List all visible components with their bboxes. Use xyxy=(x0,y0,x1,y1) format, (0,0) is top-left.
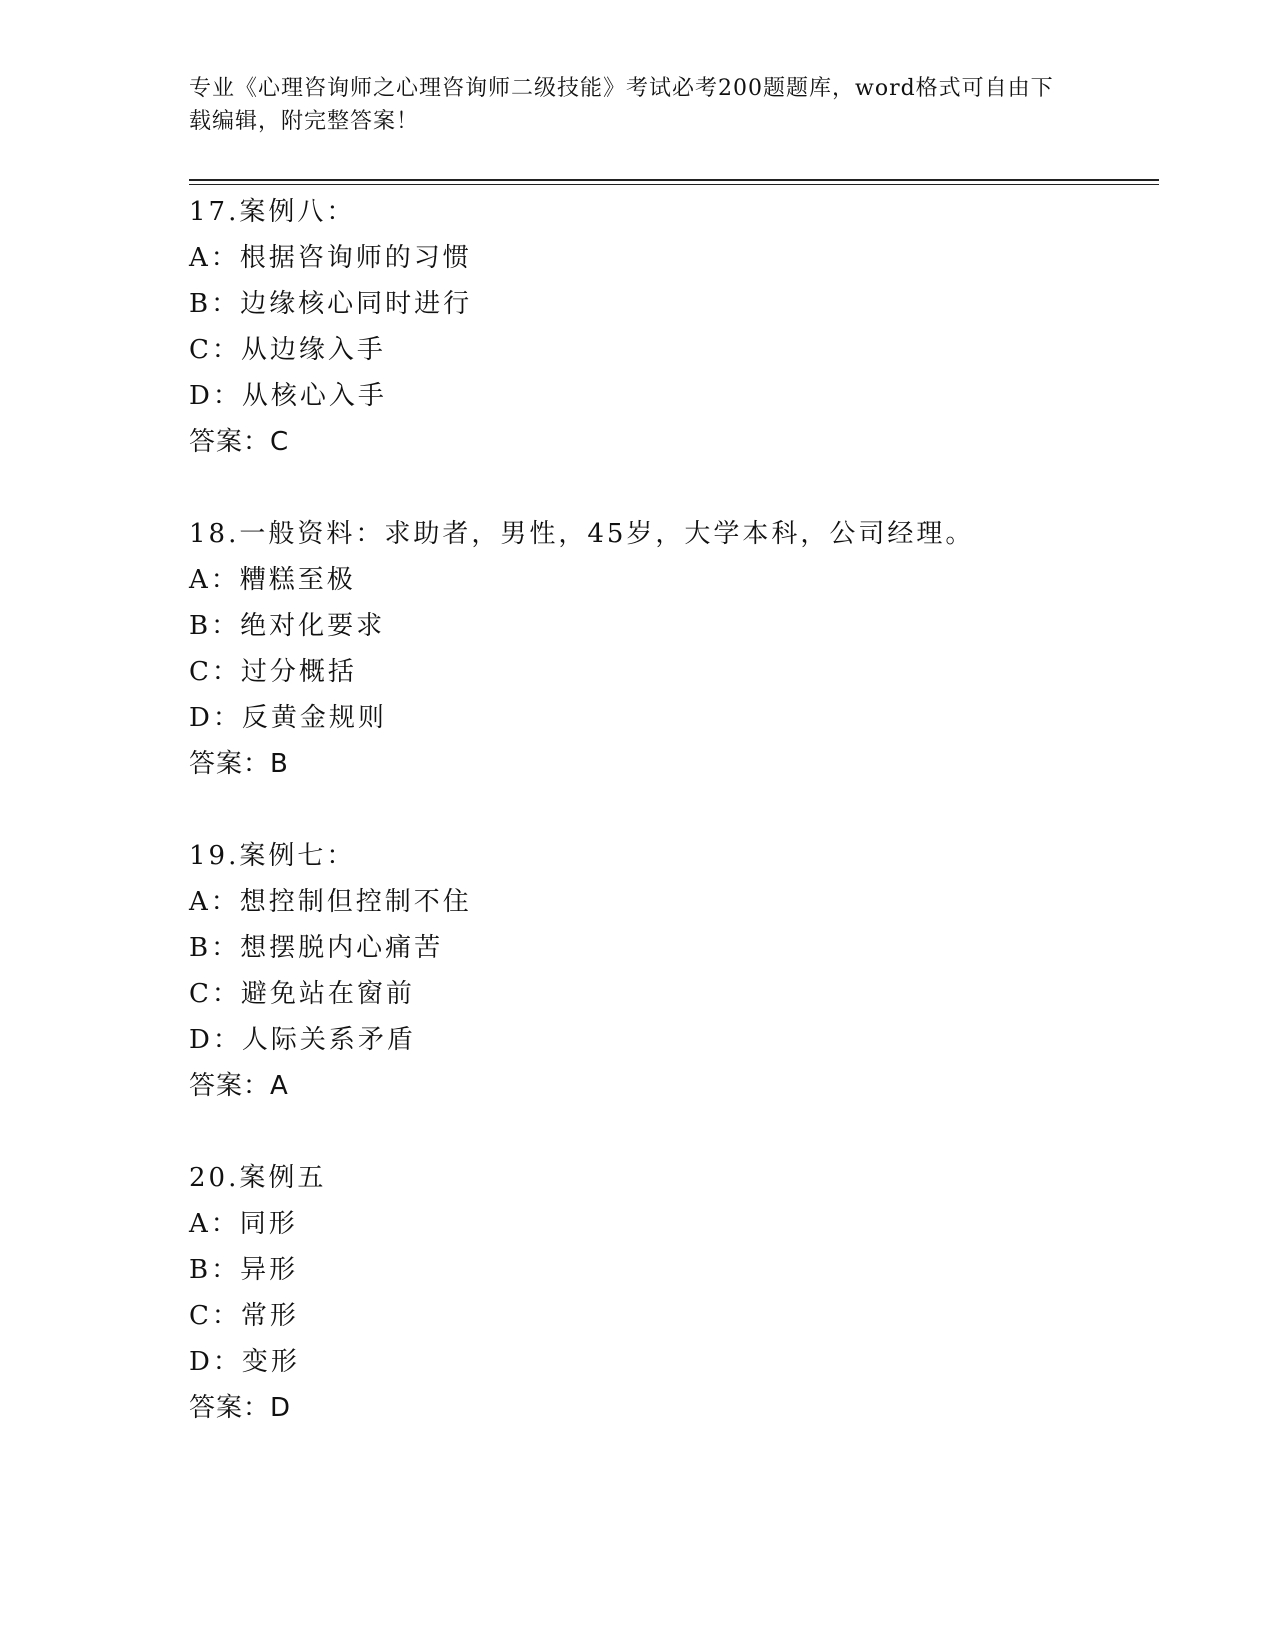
header-divider-thin xyxy=(189,184,1159,185)
option-b: B：绝对化要求 xyxy=(189,611,386,641)
question-item xyxy=(189,833,1149,1109)
option-d: D：从核心入手 xyxy=(189,381,387,411)
question-stem: 18.一般资料：求助者，男性，45岁，大学本科，公司经理。 xyxy=(189,519,975,549)
answer-line: 答案：D xyxy=(189,1393,292,1423)
header-divider-thick xyxy=(189,179,1159,181)
option-c: C：从边缘入手 xyxy=(189,335,386,365)
answer-line: 答案：C xyxy=(189,427,290,457)
option-b: B：边缘核心同时进行 xyxy=(189,289,473,319)
document-intro: 专业《心理咨询师之心理咨询师二级技能》考试必考200题题库，word格式可自由下载编辑，附完整答案！ xyxy=(189,76,1054,134)
option-a: A：糟糕至极 xyxy=(189,565,356,595)
option-a: A：想控制但控制不住 xyxy=(189,887,472,917)
option-c: C：常形 xyxy=(189,1301,299,1331)
answer-line: 答案：B xyxy=(189,749,289,779)
option-d: D：人际关系矛盾 xyxy=(189,1025,416,1055)
question-list xyxy=(189,189,1149,1477)
question-item xyxy=(189,189,1149,465)
option-d: D：反黄金规则 xyxy=(189,703,387,733)
option-b: B：想摆脱内心痛苦 xyxy=(189,933,444,963)
option-b: B：异形 xyxy=(189,1255,299,1285)
question-stem: 19.案例七： xyxy=(189,841,356,871)
option-a: A：同形 xyxy=(189,1209,298,1239)
answer-line: 答案：A xyxy=(189,1071,289,1101)
option-a: A：根据咨询师的习惯 xyxy=(189,243,472,273)
option-c: C：过分概括 xyxy=(189,657,357,687)
question-item xyxy=(189,511,1149,787)
question-stem: 20.案例五 xyxy=(189,1163,327,1193)
question-item xyxy=(189,1155,1149,1431)
question-stem: 17.案例八： xyxy=(189,197,356,227)
option-c: C：避免站在窗前 xyxy=(189,979,415,1009)
option-d: D：变形 xyxy=(189,1347,300,1377)
